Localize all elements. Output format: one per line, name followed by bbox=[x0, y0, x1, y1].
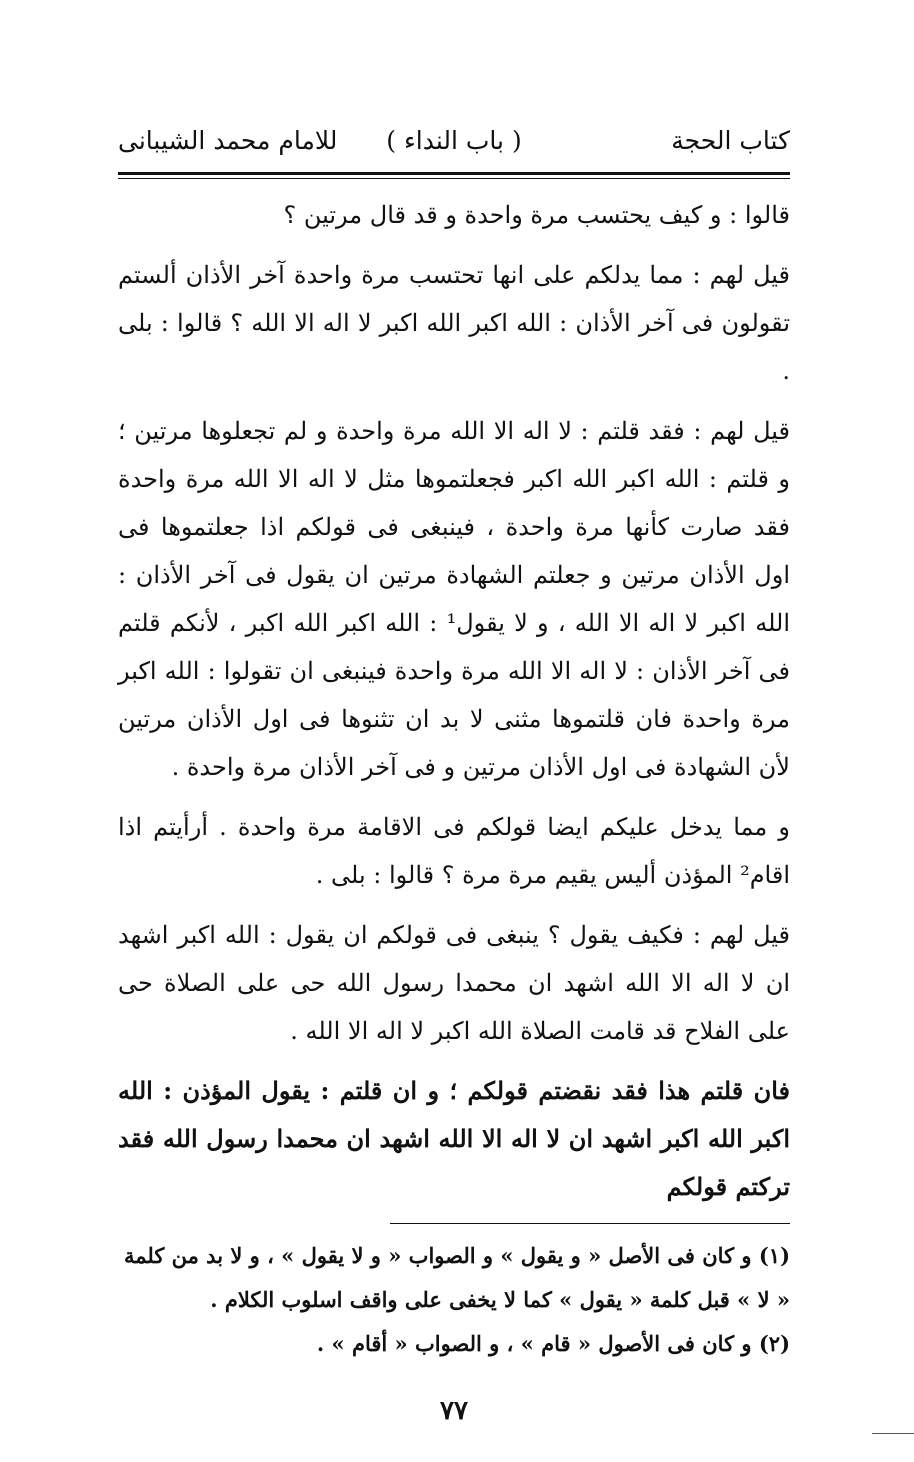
page-number: ٧٧ bbox=[440, 1396, 468, 1426]
header-rule bbox=[118, 172, 790, 179]
paragraph-1: قالوا : و كيف يحتسب مرة واحدة و قد قال مرتين ؟ bbox=[283, 201, 790, 229]
body-text bbox=[118, 191, 790, 1211]
paragraph-5: قيل لهم : فكيف يقول ؟ ينبغى فى قولكم ان يقول : الله اكبر اشهد ان لا اله الا الله اشهد ان محمدا رسول الله حى على الصلاة حى على الفلاح قد قامت الصلاة الله اكبر لا اله الا الله . bbox=[118, 921, 790, 1045]
paragraph-6: فان قلتم هذا فقد نقضتم قولكم ؛ و ان قلتم : يقول المؤذن : الله اكبر الله اكبر اشهد ان لا اله الا الله اشهد ان محمدا رسول الله فقد تركتم قولكم bbox=[118, 1076, 790, 1201]
book-page bbox=[118, 112, 790, 1426]
footnote-1: (١) و كان فى الأصل « و يقول » و الصواب « و لا يقول » ، و لا بد من كلمة « لا » قبل كلمة « يقول » كما لا يخفى على واقف اسلوب الكلام . bbox=[123, 1243, 790, 1312]
author-name: للامام محمد الشيبانى bbox=[118, 126, 338, 155]
footnote-rule bbox=[390, 1223, 790, 1224]
paragraph-3: قيل لهم : فقد قلتم : لا اله الا الله مرة واحدة و لم تجعلوها مرتين ؛ و قلتم : الله اكبر الله اكبر فجعلتموها مثل لا اله الا الله مرة واحدة فقد صارت كأنها مرة واحدة ، فينبغى فى قولكم اذا جعلتموها فى اول الأذان مرتين و جعلتم الشهادة مرتين ان يقول فى آخر الأذان : الله اكبر لا اله الا الله ، و لا يقول¹ : الله اكبر الله اكبر ، لأنكم قلتم فى آخر الأذان : لا اله الا الله مرة واحدة فينبغى ان تقولوا : الله اكبر مرة واحدة فان قلتموها مثنى لا بد ان تثنوها فى اول الأذان مرتين لأن الشهادة فى اول الأذان مرتين و فى آخر الأذان مرة واحدة . bbox=[118, 417, 791, 781]
book-title: كتاب الحجة bbox=[671, 126, 790, 155]
paragraph-2: قيل لهم : مما يدلكم على انها تحتسب مرة واحدة آخر الأذان ألستم تقولون فى آخر الأذان : الله اكبر الله اكبر لا اله الا الله ؟ قالوا : بلى . bbox=[118, 261, 790, 385]
margin-mark bbox=[872, 1433, 914, 1434]
footnote-2: (٢) و كان فى الأصول « قام » ، و الصواب « أقام » . bbox=[316, 1331, 790, 1356]
running-header bbox=[118, 112, 790, 168]
paragraph-4: و مما يدخل عليكم ايضا قولكم فى الاقامة مرة واحدة . أرأيتم اذا اقام² المؤذن أليس يقيم مرة مرة ؟ قالوا : بلى . bbox=[118, 813, 790, 889]
chapter-title: ( باب النداء ) bbox=[386, 126, 522, 155]
footnotes bbox=[118, 1234, 790, 1366]
